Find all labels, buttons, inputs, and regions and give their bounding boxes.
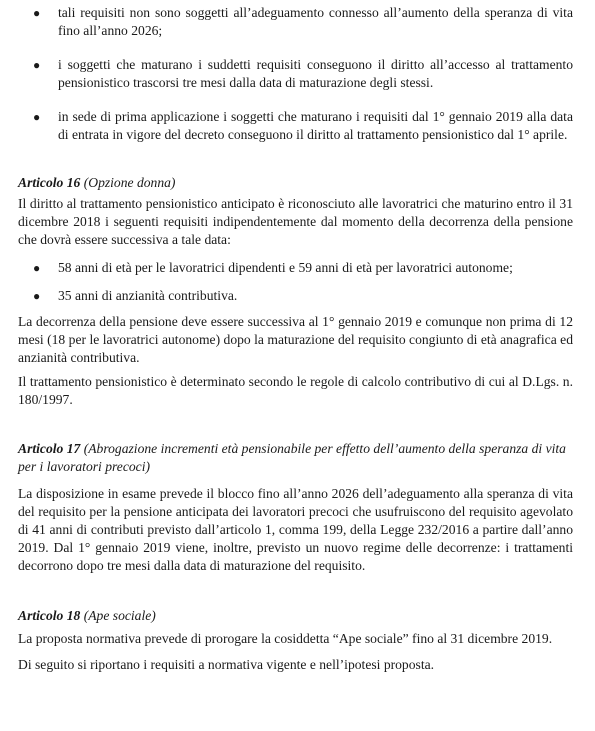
bullet-icon: ● <box>33 110 41 124</box>
list-item <box>0 287 595 305</box>
list-item-text: 35 anni di anzianità contributiva. <box>58 288 238 303</box>
article-subtitle: (Ape sociale) <box>83 608 156 623</box>
bullet-icon: ● <box>33 6 41 20</box>
article-16-heading <box>18 174 573 192</box>
list-item-text: in sede di prima applicazione i soggetti che maturano i requisiti dal 1° gennaio 2019 alla data di entrata in vigore del decreto conseguono il diritto al trattamento pensionistico dal 1° aprile. <box>58 109 573 142</box>
article-subtitle: (Opzione donna) <box>83 175 176 190</box>
article-16-paragraph-2: La decorrenza della pensione deve essere successiva al 1° gennaio 2019 e comunque non prima di 12 mesi (18 per le lavoratrici autonome) dopo la maturazione del requisito congiunto di età anagrafica ed anzianità contributiva. <box>18 314 573 365</box>
intro-bullet-list <box>0 4 595 144</box>
bullet-icon: ● <box>33 58 41 72</box>
article-title: Articolo 18 <box>18 608 81 623</box>
list-item <box>0 108 595 144</box>
bullet-icon: ● <box>33 261 41 275</box>
article-subtitle: (Abrogazione incrementi età pensionabile per effetto dell’aumento della speranza di vita per i lavoratori precoci) <box>18 441 566 474</box>
list-item <box>0 56 595 96</box>
article-18-heading <box>18 607 573 625</box>
article-16-paragraph-1: Il diritto al trattamento pensionistico anticipato è riconosciuto alle lavoratrici che maturino entro il 31 dicembre 2018 i seguenti requisiti indipendentemente dal momento della decorrenza della pensione che dovrà essere successiva a tale data: <box>18 196 573 247</box>
article-16-paragraph-3: Il trattamento pensionistico è determinato secondo le regole di calcolo contributivo di cui al D.Lgs. n. 180/1997. <box>18 374 573 407</box>
list-item-text: 58 anni di età per le lavoratrici dipendenti e 59 anni di età per lavoratrici autonome; <box>58 260 513 275</box>
list-item-text: tali requisiti non sono soggetti all’adeguamento connesso all’aumento della speranza di vita fino all’anno 2026; <box>58 5 573 38</box>
list-item-text: i soggetti che maturano i suddetti requisiti conseguono il diritto all’accesso al trattamento pensionistico trascorsi tre mesi dalla data di maturazione degli stessi. <box>58 57 573 90</box>
article-17-paragraph-1: La disposizione in esame prevede il blocco fino all’anno 2026 dell’adeguamento alla speranza di vita del requisito per la pensione anticipata dei lavoratori precoci che usufruiscono del requisito agevolato di 41 anni di contributi previsto dall’articolo 1, comma 199, della Legge 232/2016 a partire dall’anno 2019. Dal 1° gennaio 2019 viene, inoltre, previsto un nuovo regime delle decorrenze: i trattamenti decorrono dopo tre mesi dalla data di maturazione del requisito. <box>18 486 573 573</box>
article-title: Articolo 17 <box>18 441 81 456</box>
article-17-heading <box>18 440 573 476</box>
article-18-paragraph-1: La proposta normativa prevede di prorogare la cosiddetta “Ape sociale” fino al 31 dicembre 2019. <box>18 631 553 646</box>
bullet-icon: ● <box>33 289 41 303</box>
article-18-paragraph-2: Di seguito si riportano i requisiti a normativa vigente e nell’ipotesi proposta. <box>18 657 435 672</box>
article-title: Articolo 16 <box>18 175 81 190</box>
article-16-bullet-list <box>0 259 595 305</box>
list-item <box>0 4 595 42</box>
list-item <box>0 259 595 277</box>
